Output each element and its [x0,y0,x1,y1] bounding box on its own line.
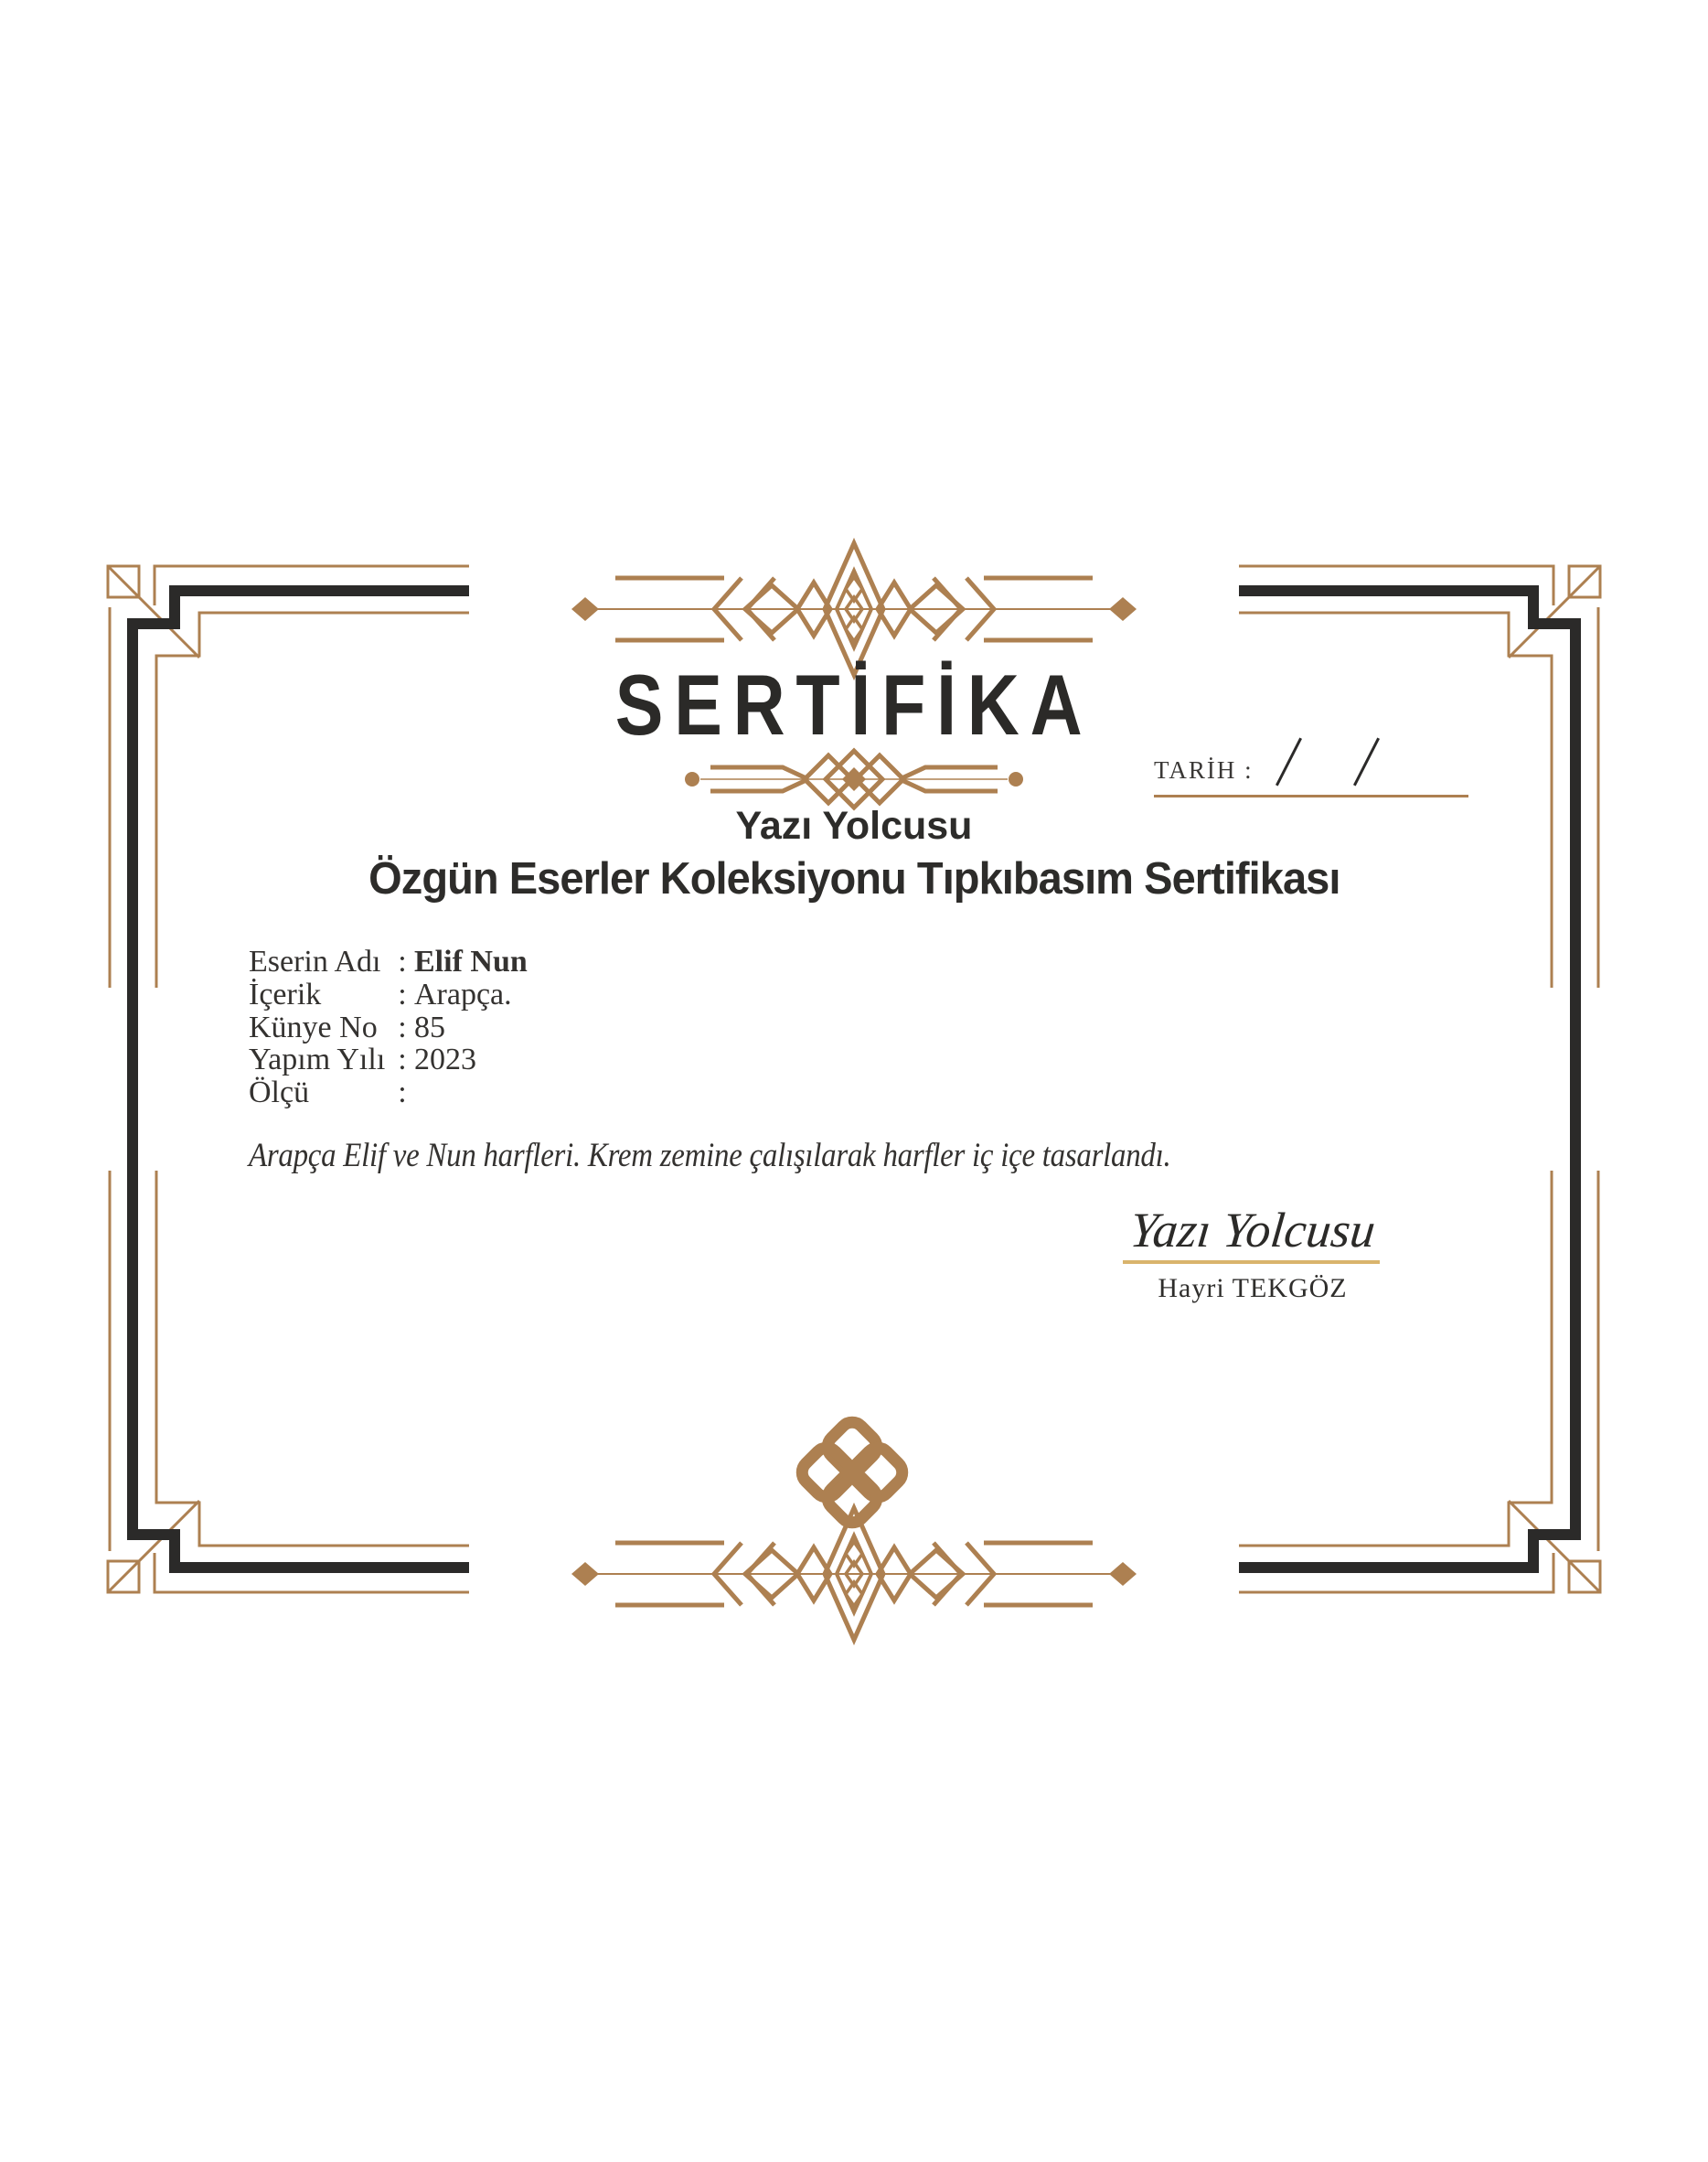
artwork-description: Arapça Elif ve Nun harfleri. Krem zemine çalışılarak harfler iç içe tasarlandı. [249,1137,1171,1174]
certificate-title [0,657,1708,753]
top-ornament-divider [571,543,1137,675]
detail-row-olcu: Ölçü : [249,1076,407,1110]
title-underline-ornament [685,751,1023,808]
artwork-details [249,946,528,1109]
signature-underline [1123,1260,1380,1264]
artwork-name-value: Elif Nun [414,945,528,979]
detail-row-kunye-no: Künye No : 85 [249,1010,445,1044]
detail-row-yapim-yili: Yapım Yılı : 2023 [249,1043,476,1077]
date-label: TARİH : [1154,756,1254,784]
signature-script: Yazı Yolcusu [1127,1203,1379,1258]
signature-name: Hayri TEKGÖZ [1158,1273,1348,1303]
organization-name: Yazı Yolcusu [735,804,973,848]
frame-corner-bottom-right [1239,1079,1600,1592]
date-underline [1154,795,1468,797]
detail-row-icerik: İçerik : Arapça. [249,977,512,1011]
production-year-value: 2023 [414,1043,476,1077]
detail-row-eserin-adi: Eserin Adı : Elif Nun [249,945,528,979]
certificate-title-text: SERTİFİKA [614,657,1094,753]
certificate-subtitle [0,854,1708,904]
content-value: Arapça. [414,977,512,1011]
tag-number-value: 85 [414,1010,445,1044]
certificate-subtitle-text: Özgün Eserler Koleksiyonu Tıpkıbasım Sertifikası [368,854,1340,904]
